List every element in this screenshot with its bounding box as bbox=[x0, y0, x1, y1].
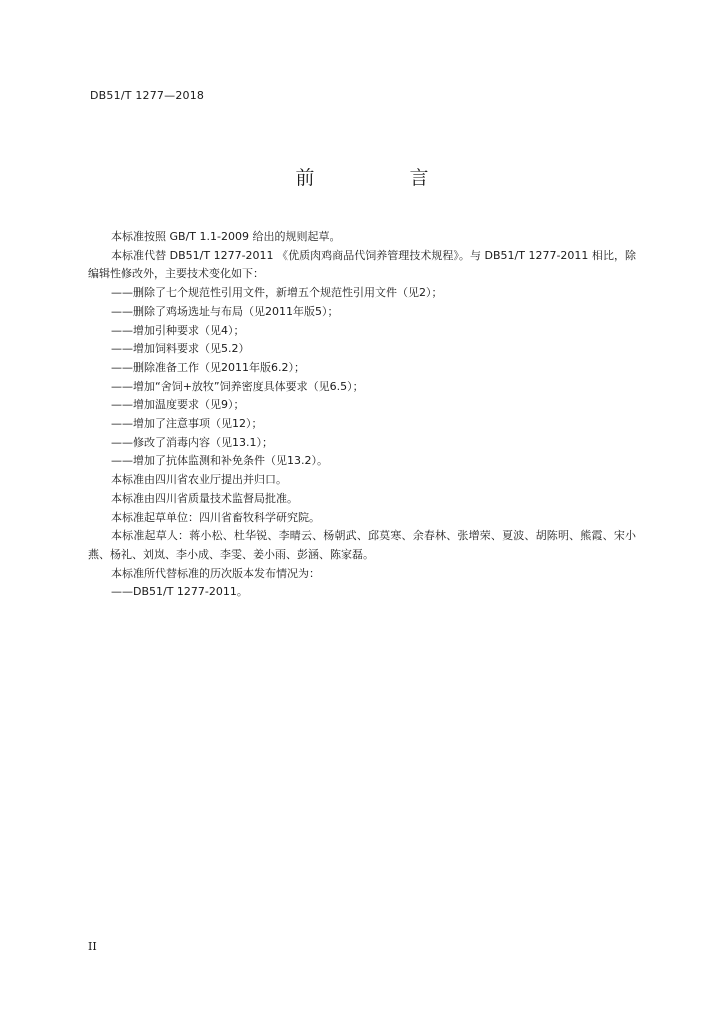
change-item: ——删除准备工作（见2011年版6.2）； bbox=[111, 360, 305, 374]
change-item: ——删除了鸡场选址与布局（见2011年版5）； bbox=[111, 304, 339, 318]
standard-code: DB51/T 1277—2018 bbox=[90, 89, 205, 102]
page-number: II bbox=[88, 940, 97, 953]
page-title: 前 言 bbox=[295, 167, 467, 189]
foreword-body bbox=[88, 228, 636, 602]
change-item: ——增加温度要求（见9）； bbox=[111, 398, 245, 412]
change-item: ——增加引种要求（见4）； bbox=[111, 323, 245, 337]
paragraph-replacement: 本标准代替 DB51/T 1277-2011 《优质肉鸡商品代饲养管理技术规程》。与 DB51/T 1277-2011 相比，除编辑性修改外，主要技术变化如下： bbox=[88, 248, 636, 281]
paragraph-history: 本标准所代替标准的历次版本发布情况为： bbox=[111, 566, 320, 580]
paragraph-drafting-rule: 本标准按照 GB/T 1.1-2009 给出的规则起草。 bbox=[111, 230, 341, 243]
paragraph-drafting-unit: 本标准起草单位：四川省畜牧科学研究院。 bbox=[111, 510, 320, 524]
change-item: ——增加“舍饲+放牧”饲养密度具体要求（见6.5）； bbox=[111, 379, 364, 393]
paragraph-drafters: 本标准起草人：蒋小松、杜华锐、李晴云、杨朝武、邱莫寒、余春林、张增荣、夏波、胡陈明、熊霞、宋小燕、杨礼、刘岚、李小成、李雯、姜小雨、彭涵、陈家磊。 bbox=[88, 529, 636, 561]
change-item: ——修改了消毒内容（见13.1）； bbox=[111, 435, 273, 449]
change-item: ——增加了抗体监测和补免条件（见13.2）。 bbox=[111, 454, 328, 468]
change-item: ——删除了七个规范性引用文件，新增五个规范性引用文件（见2）； bbox=[111, 286, 443, 300]
paragraph-history-item: ——DB51/T 1277-2011。 bbox=[111, 585, 248, 599]
change-item: ——增加了注意事项（见12）； bbox=[111, 417, 263, 431]
paragraph-approver: 本标准由四川省质量技术监督局批准。 bbox=[111, 491, 298, 505]
paragraph-proposer: 本标准由四川省农业厅提出并归口。 bbox=[111, 473, 287, 487]
change-item: ——增加饲料要求（见5.2） bbox=[111, 342, 250, 356]
